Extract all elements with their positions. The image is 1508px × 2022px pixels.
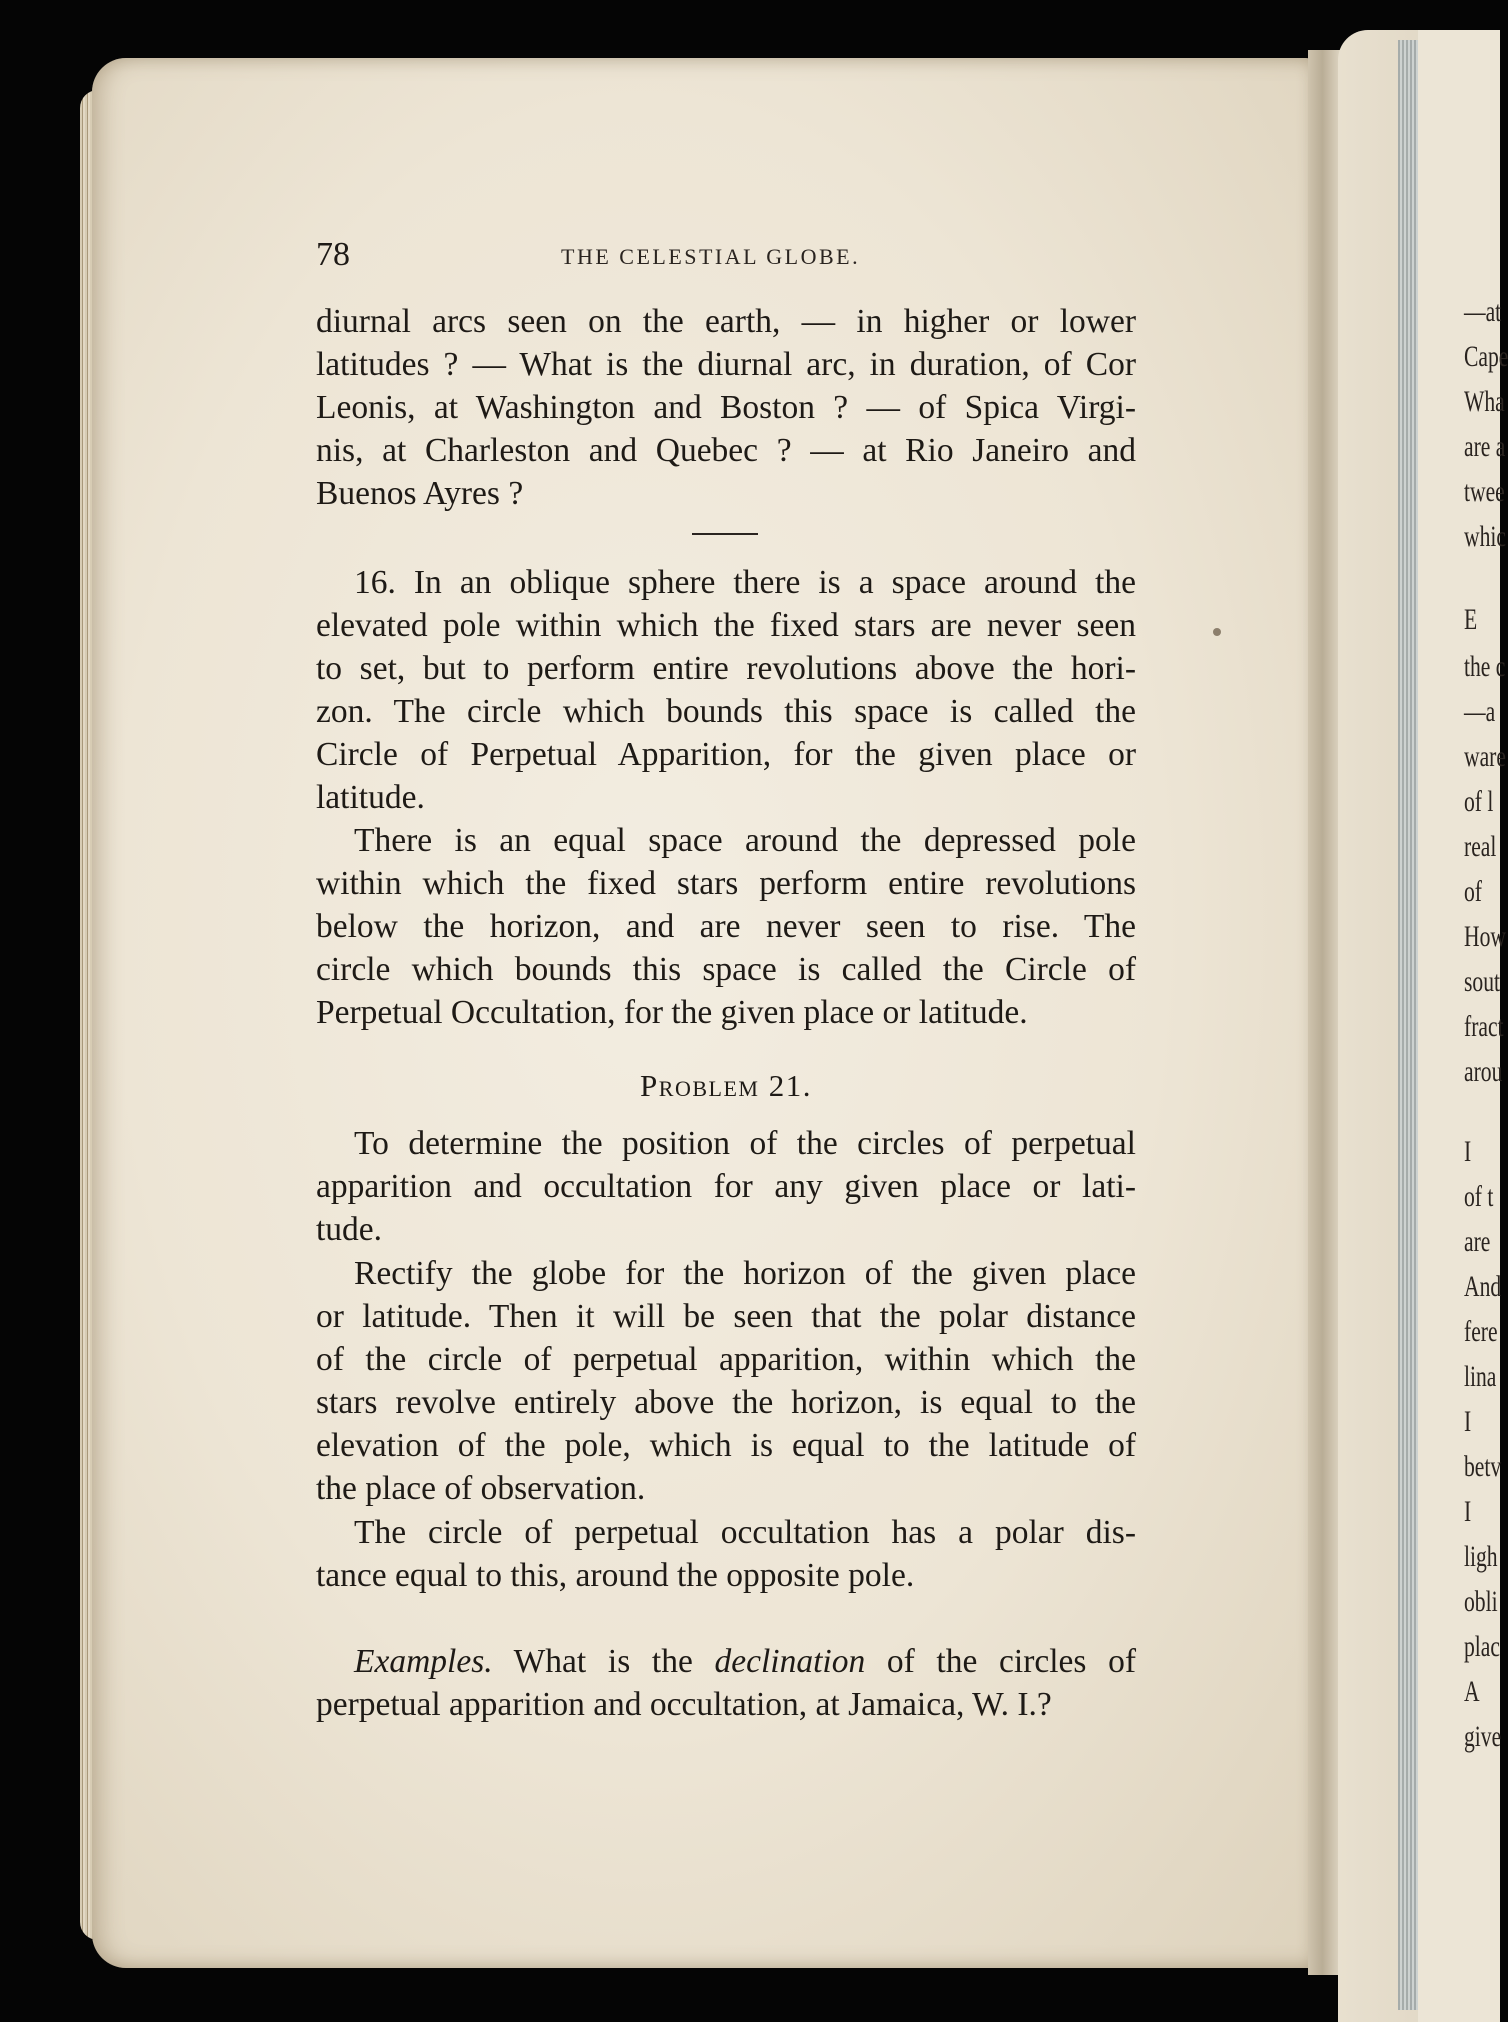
text-line: Circle of Perpetual Apparition, for the given place or: [316, 736, 1136, 773]
text-line: Buenos Ayres ?: [316, 475, 524, 512]
right-page-fragment: the c: [1464, 650, 1506, 683]
examples-label: Examples.: [354, 1643, 493, 1680]
text-line: Perpetual Occultation, for the given place or latitude.: [316, 994, 1028, 1031]
right-page-fragment: ware: [1464, 740, 1506, 773]
text-line: of the circle of perpetual apparition, within which the: [316, 1341, 1136, 1378]
problem-heading: Problem 21.: [640, 1068, 812, 1103]
right-page-fragment: are a: [1464, 430, 1506, 463]
paragraph-occultation: [316, 819, 1136, 1034]
text-line: tude.: [316, 1211, 383, 1248]
right-page-fragment: ligh: [1464, 1540, 1498, 1573]
text-line: latitude.: [316, 779, 425, 816]
right-page-fragment: lina: [1464, 1360, 1497, 1393]
right-page-edges: [1398, 40, 1418, 2010]
right-page-fragment: of t: [1464, 1180, 1494, 1213]
right-page-fragment: Wha: [1464, 385, 1505, 418]
examples-paragraph: [316, 1640, 1136, 1726]
text-line: diurnal arcs seen on the earth, — in higher or lower: [316, 303, 1136, 340]
right-page-fragment: —a: [1464, 695, 1496, 728]
right-page-fragment: Cape: [1464, 340, 1508, 373]
examples-line: [316, 1640, 1136, 1683]
right-page-fragment: —at: [1464, 295, 1502, 328]
text-line: apparition and occultation for any given place or lati-: [316, 1168, 1136, 1205]
right-page-fragment: I: [1464, 1405, 1472, 1438]
right-page-fragment: of: [1464, 875, 1482, 908]
text-line: perpetual apparition and occultation, at Jamaica, W. I.?: [316, 1686, 1052, 1723]
text-line: or latitude. Then it will be seen that the polar distance: [316, 1298, 1136, 1335]
examples-text: What is the: [492, 1643, 715, 1680]
right-page-fragment: How: [1464, 920, 1507, 953]
running-title: THE CELESTIAL GLOBE.: [561, 244, 861, 269]
text-line: to set, but to perform entire revolutions above the hori-: [316, 650, 1136, 687]
text-line: elevation of the pole, which is equal to the latitude of: [316, 1427, 1136, 1464]
text-line: stars revolve entirely above the horizon, is equal to the: [316, 1384, 1136, 1421]
right-page-fragment: give: [1464, 1720, 1502, 1753]
problem-statement: [316, 1122, 1136, 1251]
right-page-fragment: fere: [1464, 1315, 1498, 1348]
page-header: [316, 236, 1136, 276]
text-line: There is an equal space around the depressed pole: [354, 822, 1136, 859]
paper-speck: [1213, 628, 1221, 636]
paragraph-16: [316, 561, 1136, 819]
text-line: nis, at Charleston and Quebec ? — at Rio Janeiro and: [316, 432, 1136, 469]
right-page-fragment: of l: [1464, 785, 1494, 818]
text-line: The circle of perpetual occultation has a polar dis-: [354, 1514, 1136, 1551]
right-page-fragment: I: [1464, 1495, 1472, 1528]
text-line: Rectify the globe for the horizon of the given place: [354, 1255, 1136, 1292]
right-page-fragment: E: [1464, 603, 1478, 636]
text-line: within which the fixed stars perform entire revolutions: [316, 865, 1136, 902]
text-line: tance equal to this, around the opposite pole.: [316, 1557, 915, 1594]
text-line: Leonis, at Washington and Boston ? — of Spica Virgi-: [316, 389, 1136, 426]
examples-text: of the circles of: [865, 1643, 1136, 1680]
problem-opposite-pole: [316, 1511, 1136, 1597]
right-page-fragment: A: [1464, 1675, 1480, 1708]
paragraph-continued: [316, 300, 1136, 515]
right-page-fragment: real: [1464, 830, 1497, 863]
section-rule: [692, 533, 758, 535]
text-line: zon. The circle which bounds this space is called the: [316, 693, 1136, 730]
right-page-fragment: are: [1464, 1225, 1491, 1258]
text-line: below the horizon, and are never seen to rise. The: [316, 908, 1136, 945]
right-page-fragment: betv: [1464, 1450, 1502, 1483]
right-page-fragment: obli: [1464, 1585, 1498, 1618]
text-line: 16. In an oblique sphere there is a space around the: [354, 564, 1136, 601]
text-line: elevated pole within which the fixed stars are never seen: [316, 607, 1136, 644]
right-page-fragment: And: [1464, 1270, 1502, 1303]
text-line: To determine the position of the circles of perpetual: [354, 1125, 1136, 1162]
right-page-fragment: I: [1464, 1135, 1472, 1168]
right-page-fragment: fract: [1464, 1010, 1504, 1043]
text-line: latitudes ? — What is the diurnal arc, in duration, of Cor: [316, 346, 1136, 383]
examples-emphasis: declination: [714, 1643, 866, 1680]
problem-method: [316, 1252, 1136, 1510]
right-page-fragment: arou: [1464, 1055, 1503, 1088]
text-line: the place of observation.: [316, 1470, 646, 1507]
page-number: 78: [316, 236, 350, 273]
text-line: circle which bounds this space is called the Circle of: [316, 951, 1136, 988]
right-page-fragment: sout: [1464, 965, 1501, 998]
right-page-fragment: whic: [1464, 520, 1506, 553]
right-page-fragment: plac: [1464, 1630, 1500, 1663]
right-page-fragment: twee: [1464, 475, 1505, 508]
